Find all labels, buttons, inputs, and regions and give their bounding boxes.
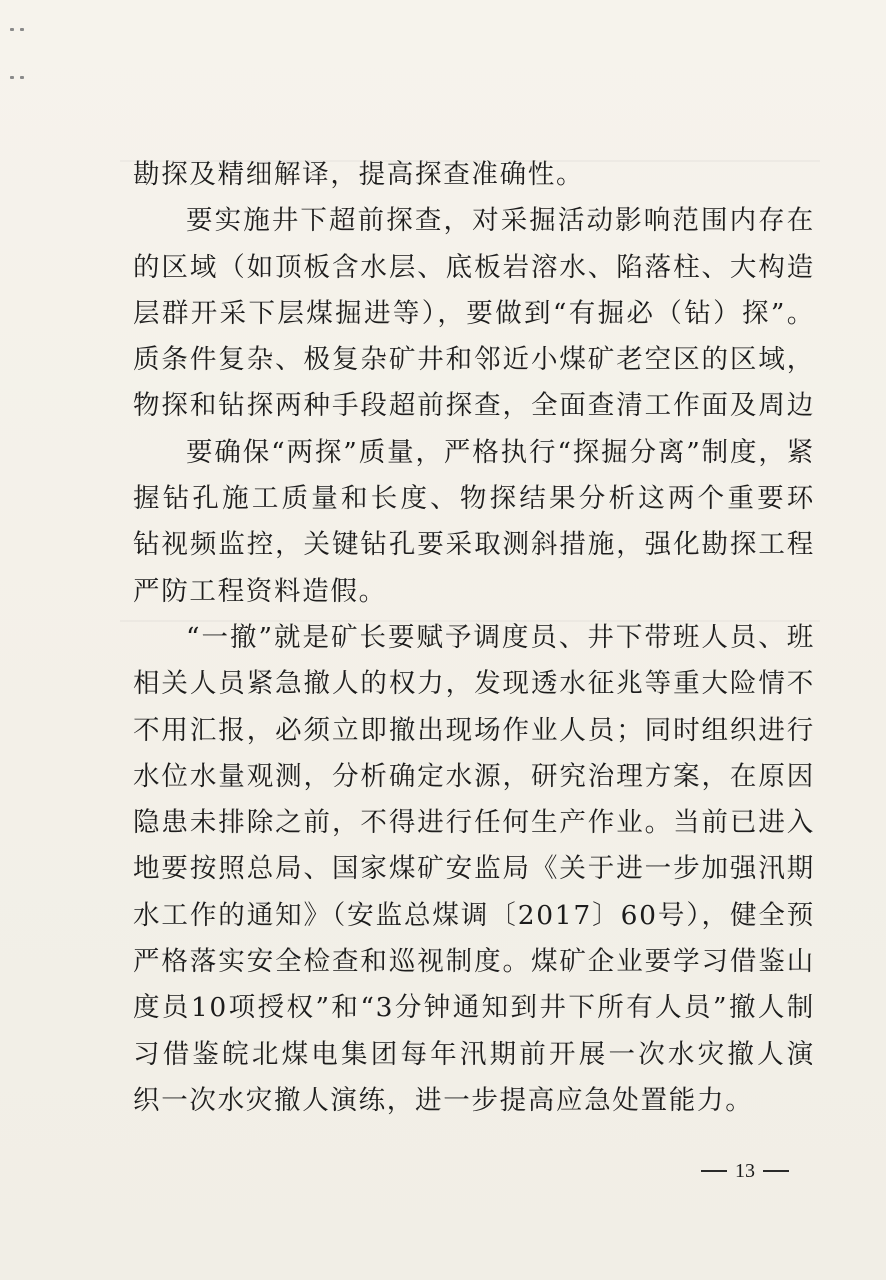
text-line: 织一次水灾撤人演练，进一步提高应急处置能力。 [133,1084,754,1116]
text-line: 严防工程资料造假。 [133,575,387,607]
scan-marks [8,18,38,88]
text-line: 隐患未排除之前，不得进行任何生产作业。当前已进入 [133,807,815,839]
body-text [133,152,823,1124]
text-line: 水工作的通知》（安监总煤调〔2017〕60号），健全预 [133,899,815,931]
text-line: 的区域（如顶板含水层、底板岩溶水、陷落柱、大构造 [133,251,815,283]
scan-dot [10,28,14,31]
text-line: 层群开采下层煤掘进等），要做到“有掘必（钻）探”。 [133,297,815,329]
scan-dot [10,76,14,79]
scan-dot [20,76,24,79]
text-line: 度员10项授权”和“3分钟通知到井下所有人员”撤人制 [133,992,815,1024]
text-line: 握钻孔施工质量和长度、物探结果分析这两个重要环 [133,483,815,515]
text-line: 要实施井下超前探查，对采掘活动影响范围内存在 [186,205,815,237]
text-line: 勘探及精细解译，提高探查准确性。 [133,159,585,190]
dash-right [763,1170,789,1172]
text-line: 水位水量观测，分析确定水源，研究治理方案，在原因 [133,760,815,792]
text-line: 习借鉴皖北煤电集团每年汛期前开展一次水灾撤人演 [133,1038,815,1070]
dash-left [701,1170,727,1172]
scan-dot [20,28,24,31]
text-line: 严格落实安全检查和巡视制度。煤矿企业要学习借鉴山 [133,946,815,978]
text-line: 要确保“两探”质量，严格执行“探掘分离”制度，紧 [186,436,815,468]
text-line: 相关人员紧急撤人的权力，发现透水征兆等重大险情不 [133,668,815,700]
text-line: 质条件复杂、极复杂矿井和邻近小煤矿老空区的区域， [133,344,815,376]
text-line: 不用汇报，必须立即撤出现场作业人员；同时组织进行 [133,714,815,746]
text-line: 物探和钻探两种手段超前探查，全面查清工作面及周边 [133,390,815,422]
text-line: “一撤”就是矿长要赋予调度员、井下带班人员、班 [186,621,815,653]
page-number-value: 13 [735,1159,755,1182]
text-line: 地要按照总局、国家煤矿安监局《关于进一步加强汛期 [133,853,815,885]
page-number [690,1156,800,1186]
text-line: 钻视频监控，关键钻孔要采取测斜措施，强化勘探工程 [133,529,815,561]
